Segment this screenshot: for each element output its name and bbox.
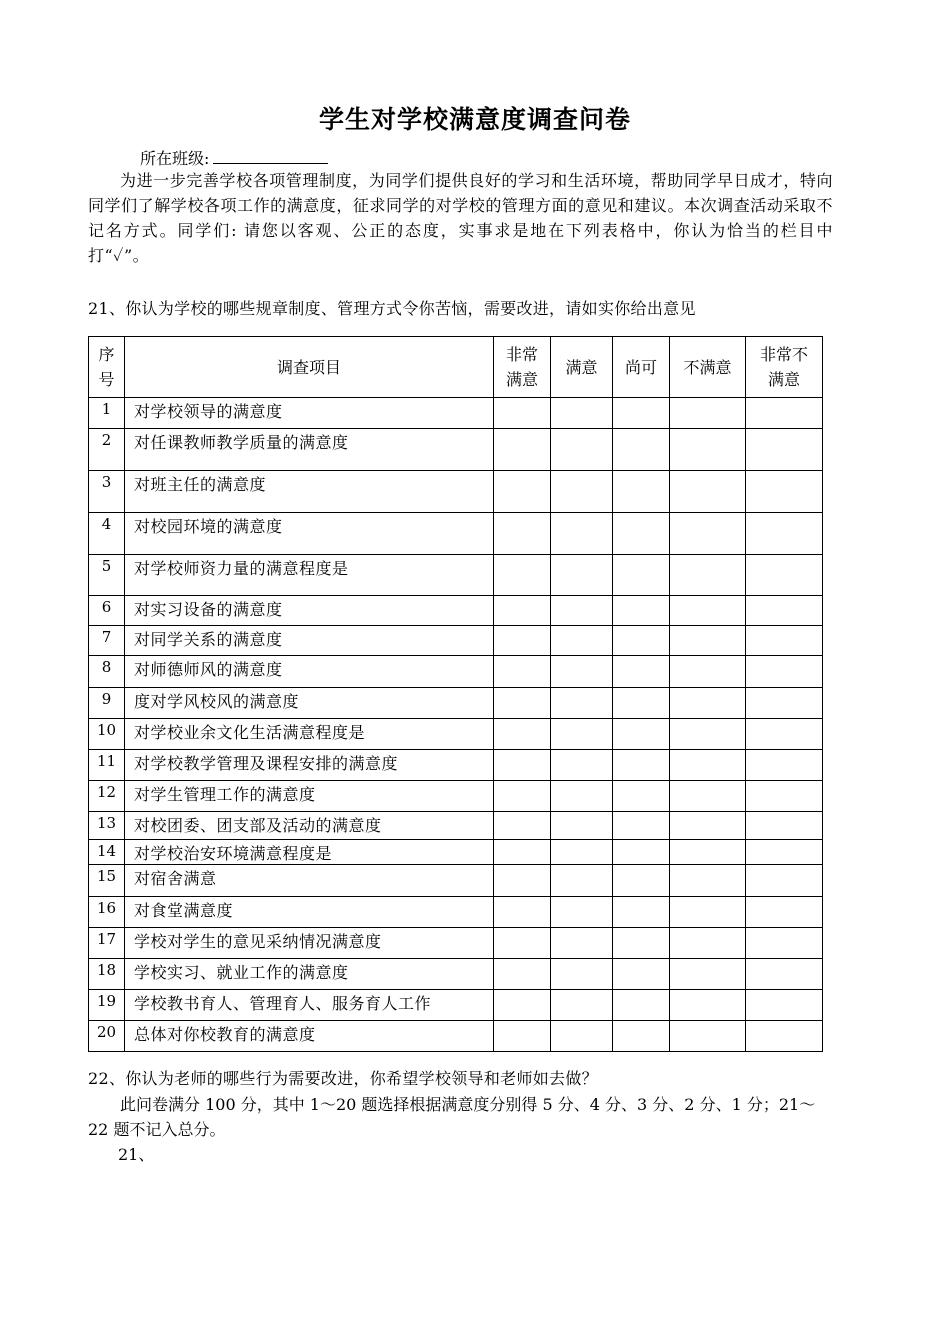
rating-cell-acceptable[interactable] — [613, 990, 670, 1021]
row-number: 1 — [89, 398, 125, 429]
rating-cell-acceptable[interactable] — [613, 750, 670, 781]
table-row — [89, 596, 823, 626]
rating-cell-very-unsatisfied[interactable] — [746, 928, 823, 959]
rating-cell-very-satisfied[interactable] — [494, 398, 551, 429]
rating-cell-very-satisfied[interactable] — [494, 928, 551, 959]
row-number: 4 — [89, 513, 125, 555]
rating-cell-satisfied[interactable] — [551, 555, 613, 596]
survey-item: 对校园环境的满意度 — [125, 513, 494, 555]
table-row — [89, 865, 823, 897]
rating-cell-acceptable[interactable] — [613, 781, 670, 812]
survey-item: 对任课教师教学质量的满意度 — [125, 429, 494, 471]
survey-item: 对学校领导的满意度 — [125, 398, 494, 429]
rating-cell-very-unsatisfied[interactable] — [746, 959, 823, 990]
rating-cell-very-unsatisfied[interactable] — [746, 429, 823, 471]
row-number: 5 — [89, 555, 125, 596]
rating-cell-acceptable[interactable] — [613, 928, 670, 959]
table-row — [89, 990, 823, 1021]
rating-cell-very-satisfied[interactable] — [494, 471, 551, 513]
rating-cell-very-unsatisfied[interactable] — [746, 471, 823, 513]
header-satisfied: 满意 — [551, 337, 613, 398]
header-very-satisfied: 非常 满意 — [494, 337, 551, 398]
table-row — [89, 959, 823, 990]
table-row — [89, 471, 823, 513]
rating-cell-acceptable[interactable] — [613, 656, 670, 688]
rating-cell-acceptable[interactable] — [613, 688, 670, 719]
rating-cell-very-unsatisfied[interactable] — [746, 897, 823, 928]
rating-cell-satisfied[interactable] — [551, 865, 613, 897]
rating-cell-acceptable[interactable] — [613, 865, 670, 897]
survey-item: 对食堂满意度 — [125, 897, 494, 928]
survey-item: 对宿舍满意 — [125, 865, 494, 897]
rating-cell-very-unsatisfied[interactable] — [746, 750, 823, 781]
survey-item: 对学校业余文化生活满意程度是 — [125, 719, 494, 750]
rating-cell-satisfied[interactable] — [551, 781, 613, 812]
rating-cell-very-unsatisfied[interactable] — [746, 990, 823, 1021]
rating-cell-unsatisfied[interactable] — [670, 596, 746, 626]
table-row — [89, 840, 823, 865]
row-number: 10 — [89, 719, 125, 750]
rating-cell-acceptable[interactable] — [613, 812, 670, 840]
survey-item: 度对学风校风的满意度 — [125, 688, 494, 719]
rating-cell-unsatisfied[interactable] — [670, 750, 746, 781]
row-number: 2 — [89, 429, 125, 471]
rating-cell-unsatisfied[interactable] — [670, 513, 746, 555]
rating-cell-satisfied[interactable] — [551, 626, 613, 656]
rating-cell-very-satisfied[interactable] — [494, 626, 551, 656]
rating-cell-very-satisfied[interactable] — [494, 959, 551, 990]
rating-cell-very-unsatisfied[interactable] — [746, 656, 823, 688]
rating-cell-very-satisfied[interactable] — [494, 781, 551, 812]
rating-cell-acceptable[interactable] — [613, 596, 670, 626]
rating-cell-unsatisfied[interactable] — [670, 897, 746, 928]
rating-cell-satisfied[interactable] — [551, 959, 613, 990]
rating-cell-very-satisfied[interactable] — [494, 840, 551, 865]
scoring-note: 此问卷满分 100 分，其中 1～20 题选择根据满意度分别得 5 分、4 分、3 分、2 分、1 分；21～22 题不记入总分。 — [88, 1095, 816, 1139]
rating-cell-satisfied[interactable] — [551, 429, 613, 471]
class-label: 所在班级: — [140, 149, 210, 168]
survey-item: 学校教书育人、管理育人、服务育人工作 — [125, 990, 494, 1021]
table-row — [89, 928, 823, 959]
survey-item: 对班主任的满意度 — [125, 471, 494, 513]
question-22: 22、你认为老师的哪些行为需要改进，你希望学校领导和老师如去做？ — [88, 1069, 598, 1088]
rating-cell-unsatisfied[interactable] — [670, 1021, 746, 1052]
rating-cell-acceptable[interactable] — [613, 398, 670, 429]
rating-cell-satisfied[interactable] — [551, 897, 613, 928]
rating-cell-unsatisfied[interactable] — [670, 990, 746, 1021]
rating-cell-satisfied[interactable] — [551, 656, 613, 688]
rating-cell-very-satisfied[interactable] — [494, 555, 551, 596]
rating-cell-unsatisfied[interactable] — [670, 656, 746, 688]
rating-cell-acceptable[interactable] — [613, 555, 670, 596]
rating-cell-very-unsatisfied[interactable] — [746, 865, 823, 897]
rating-cell-very-satisfied[interactable] — [494, 897, 551, 928]
class-field — [140, 146, 328, 169]
rating-cell-unsatisfied[interactable] — [670, 781, 746, 812]
rating-cell-unsatisfied[interactable] — [670, 865, 746, 897]
table-row — [89, 688, 823, 719]
rating-cell-unsatisfied[interactable] — [670, 840, 746, 865]
row-number: 7 — [89, 626, 125, 656]
rating-cell-unsatisfied[interactable] — [670, 928, 746, 959]
rating-cell-satisfied[interactable] — [551, 750, 613, 781]
rating-cell-satisfied[interactable] — [551, 513, 613, 555]
rating-cell-very-unsatisfied[interactable] — [746, 812, 823, 840]
rating-cell-unsatisfied[interactable] — [670, 719, 746, 750]
table-row — [89, 429, 823, 471]
rating-cell-unsatisfied[interactable] — [670, 471, 746, 513]
rating-cell-satisfied[interactable] — [551, 990, 613, 1021]
rating-cell-satisfied[interactable] — [551, 688, 613, 719]
rating-cell-unsatisfied[interactable] — [670, 429, 746, 471]
table-row — [89, 513, 823, 555]
rating-cell-very-unsatisfied[interactable] — [746, 398, 823, 429]
question-21: 21、你认为学校的哪些规章制度、管理方式令你苦恼，需要改进，请如实你给出意见 — [88, 299, 696, 318]
rating-cell-unsatisfied[interactable] — [670, 959, 746, 990]
rating-cell-unsatisfied[interactable] — [670, 812, 746, 840]
rating-cell-very-unsatisfied[interactable] — [746, 555, 823, 596]
class-blank-line[interactable] — [213, 147, 328, 164]
survey-item: 总体对你校教育的满意度 — [125, 1021, 494, 1052]
rating-cell-very-unsatisfied[interactable] — [746, 1021, 823, 1052]
rating-cell-acceptable[interactable] — [613, 897, 670, 928]
rating-cell-very-satisfied[interactable] — [494, 513, 551, 555]
header-unsatisfied: 不满意 — [670, 337, 746, 398]
rating-cell-satisfied[interactable] — [551, 596, 613, 626]
rating-cell-acceptable[interactable] — [613, 626, 670, 656]
survey-item: 对学校治安环境满意程度是 — [125, 840, 494, 865]
rating-cell-very-satisfied[interactable] — [494, 750, 551, 781]
row-number: 17 — [89, 928, 125, 959]
survey-item: 学校对学生的意见采纳情况满意度 — [125, 928, 494, 959]
survey-item: 对学校师资力量的满意程度是 — [125, 555, 494, 596]
rating-cell-unsatisfied[interactable] — [670, 626, 746, 656]
rating-cell-very-satisfied[interactable] — [494, 990, 551, 1021]
rating-cell-very-unsatisfied[interactable] — [746, 719, 823, 750]
rating-cell-acceptable[interactable] — [613, 1021, 670, 1052]
table-row — [89, 781, 823, 812]
rating-cell-very-unsatisfied[interactable] — [746, 688, 823, 719]
header-acceptable: 尚可 — [613, 337, 670, 398]
row-number: 8 — [89, 656, 125, 688]
row-number: 12 — [89, 781, 125, 812]
header-num: 序 号 — [89, 337, 125, 398]
rating-cell-satisfied[interactable] — [551, 471, 613, 513]
survey-item: 对师德师风的满意度 — [125, 656, 494, 688]
rating-cell-very-satisfied[interactable] — [494, 429, 551, 471]
survey-item: 对同学关系的满意度 — [125, 626, 494, 656]
rating-cell-unsatisfied[interactable] — [670, 555, 746, 596]
rating-cell-very-satisfied[interactable] — [494, 656, 551, 688]
rating-cell-satisfied[interactable] — [551, 812, 613, 840]
row-number: 3 — [89, 471, 125, 513]
table-row — [89, 812, 823, 840]
table-row — [89, 897, 823, 928]
survey-item: 对实习设备的满意度 — [125, 596, 494, 626]
row-number: 13 — [89, 812, 125, 840]
rating-cell-acceptable[interactable] — [613, 719, 670, 750]
survey-item: 对学校教学管理及课程安排的满意度 — [125, 750, 494, 781]
rating-cell-very-unsatisfied[interactable] — [746, 596, 823, 626]
rating-cell-satisfied[interactable] — [551, 928, 613, 959]
rating-cell-very-unsatisfied[interactable] — [746, 840, 823, 865]
rating-cell-satisfied[interactable] — [551, 840, 613, 865]
row-number: 18 — [89, 959, 125, 990]
row-number: 20 — [89, 1021, 125, 1052]
header-very-unsatisfied: 非常不 满意 — [746, 337, 823, 398]
table-row — [89, 555, 823, 596]
survey-item: 对学生管理工作的满意度 — [125, 781, 494, 812]
table-row — [89, 656, 823, 688]
answer-21-label: 21、 — [118, 1145, 155, 1164]
rating-cell-satisfied[interactable] — [551, 1021, 613, 1052]
survey-item: 学校实习、就业工作的满意度 — [125, 959, 494, 990]
rating-cell-unsatisfied[interactable] — [670, 688, 746, 719]
rating-cell-very-unsatisfied[interactable] — [746, 781, 823, 812]
row-number: 15 — [89, 865, 125, 897]
rating-cell-acceptable[interactable] — [613, 840, 670, 865]
header-item: 调查项目 — [125, 337, 494, 398]
rating-cell-very-satisfied[interactable] — [494, 688, 551, 719]
table-row — [89, 750, 823, 781]
rating-cell-acceptable[interactable] — [613, 429, 670, 471]
rating-cell-satisfied[interactable] — [551, 719, 613, 750]
rating-cell-very-satisfied[interactable] — [494, 865, 551, 897]
survey-table — [88, 336, 823, 1052]
row-number: 19 — [89, 990, 125, 1021]
table-row — [89, 398, 823, 429]
page-title: 学生对学校满意度调查问卷 — [318, 105, 631, 134]
row-number: 9 — [89, 688, 125, 719]
rating-cell-very-unsatisfied[interactable] — [746, 626, 823, 656]
rating-cell-very-satisfied[interactable] — [494, 719, 551, 750]
table-row — [89, 1021, 823, 1052]
row-number: 6 — [89, 596, 125, 626]
rating-cell-very-satisfied[interactable] — [494, 812, 551, 840]
rating-cell-acceptable[interactable] — [613, 513, 670, 555]
rating-cell-acceptable[interactable] — [613, 959, 670, 990]
table-row — [89, 626, 823, 656]
row-number: 14 — [89, 840, 125, 865]
row-number: 11 — [89, 750, 125, 781]
table-row — [89, 719, 823, 750]
row-number: 16 — [89, 897, 125, 928]
survey-item: 对校团委、团支部及活动的满意度 — [125, 812, 494, 840]
rating-cell-acceptable[interactable] — [613, 471, 670, 513]
rating-cell-unsatisfied[interactable] — [670, 398, 746, 429]
rating-cell-satisfied[interactable] — [551, 398, 613, 429]
rating-cell-very-satisfied[interactable] — [494, 596, 551, 626]
table-header-row — [89, 337, 823, 398]
rating-cell-very-satisfied[interactable] — [494, 1021, 551, 1052]
intro-paragraph: 为进一步完善学校各项管理制度，为同学们提供良好的学习和生活环境，帮助同学早日成才，特向同学们了解学校各项工作的满意度，征求同学的对学校的管理方面的意见和建议。本次调查活动采取不记名方式。同学们: 请您以客观、公正的态度，实事求是地在下列表格中，你认为恰当的栏目中打“✓”。 — [88, 171, 833, 265]
rating-cell-very-unsatisfied[interactable] — [746, 513, 823, 555]
